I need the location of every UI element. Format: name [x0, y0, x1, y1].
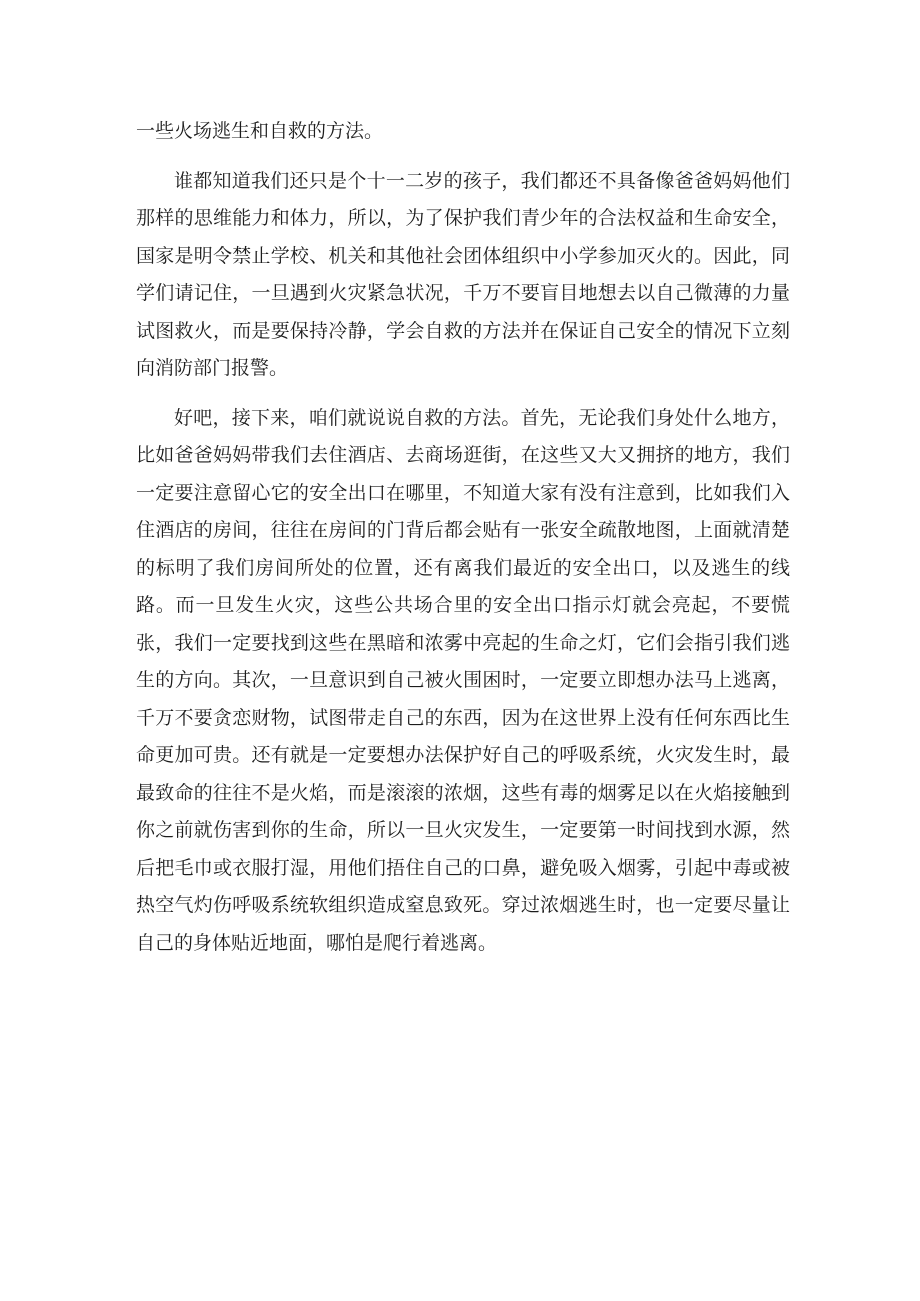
- paragraph-continuation: 一些火场逃生和自救的方法。: [136, 120, 384, 142]
- document-body: [136, 113, 790, 962]
- paragraph-self-rescue-methods: 好吧，接下来，咱们就说说自救的方法。首先，无论我们身处什么地方，比如爸爸妈妈带我们去住酒店、去商场逛街，在这些又大又拥挤的地方，我们一定要注意留心它的安全出口在哪里，不知道大家有没有注意到，比如我们入住酒店的房间，往往在房间的门背后都会贴有一张安全疏散地图，上面就清楚的标明了我们房间所处的位置，还有离我们最近的安全出口，以及逃生的线路。而一旦发生火灾，这些公共场合里的安全出口指示灯就会亮起，不要慌张，我们一定要找到这些在黑暗和浓雾中亮起的生命之灯，它们会指引我们逃生的方向。其次，一旦意识到自己被火围困时，一定要立即想办法马上逃离，千万不要贪恋财物，试图带走自己的东西，因为在这世界上没有任何东西比生命更加可贵。还有就是一定要想办法保护好自己的呼吸系统，火灾发生时，最最致命的往往不是火焰，而是滚滚的浓烟，这些有毒的烟雾足以在火焰接触到你之前就伤害到你的生命，所以一旦火灾发生，一定要第一时间找到水源，然后把毛巾或衣服打湿，用他们捂住自己的口鼻，避免吸入烟雾，引起中毒或被热空气灼伤呼吸系统软组织造成窒息致死。穿过浓烟逃生时，也一定要尽量让自己的身体贴近地面，哪怕是爬行着逃离。: [136, 406, 790, 954]
- paragraph-protection-notice: 谁都知道我们还只是个十一二岁的孩子，我们都还不具备像爸爸妈妈他们那样的思维能力和体力，所以，为了保护我们青少年的合法权益和生命安全，国家是明令禁止学校、机关和其他社会团体组织中小学参加灭火的。因此，同学们请记住，一旦遇到火灾紧急状况，千万不要盲目地想去以自己微薄的力量试图救火，而是要保持冷静，学会自救的方法并在保证自己安全的情况下立刻向消防部门报警。: [136, 169, 790, 379]
